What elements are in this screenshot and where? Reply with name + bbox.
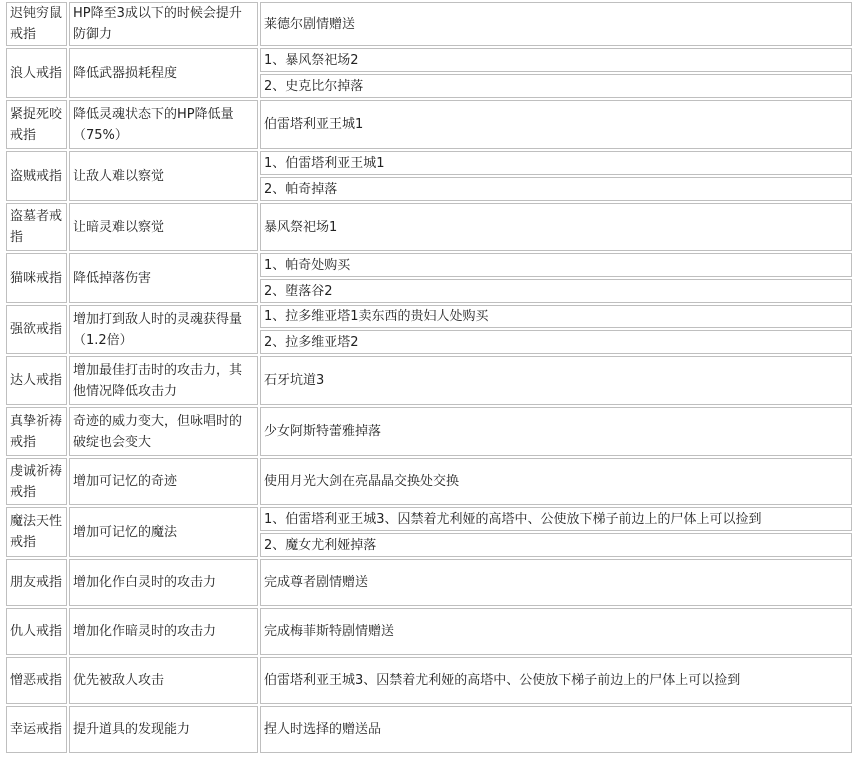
ring-source-cell: 1、帕奇处购买: [260, 253, 852, 277]
ring-source-cell: 石牙坑道3: [260, 356, 852, 405]
ring-effect-cell: 降低掉落伤害: [69, 253, 258, 303]
ring-effect-cell: 降低武器损耗程度: [69, 48, 258, 98]
ring-name-cell: 真挚祈祷戒指: [6, 407, 67, 456]
ring-name-cell: 虔诚祈祷戒指: [6, 458, 67, 505]
ring-effect-cell: 降低灵魂状态下的HP降低量（75%）: [69, 100, 258, 149]
ring-source-cell: 1、伯雷塔利亚王城3、囚禁着尤利娅的高塔中、公使放下梯子前边上的尸体上可以捡到: [260, 507, 852, 531]
ring-source-cell: 1、暴风祭祀场2: [260, 48, 852, 72]
ring-table: [4, 0, 854, 755]
ring-effect-cell: HP降至3成以下的时候会提升防御力: [69, 2, 258, 46]
ring-table-body: [6, 2, 852, 753]
table-row: [6, 48, 852, 72]
ring-source-cell: 2、堕落谷2: [260, 279, 852, 303]
ring-effect-cell: 让敌人难以察觉: [69, 151, 258, 201]
ring-effect-cell: 优先被敌人攻击: [69, 657, 258, 704]
ring-source-cell: 使用月光大剑在亮晶晶交换处交换: [260, 458, 852, 505]
table-row: [6, 608, 852, 655]
ring-name-cell: 魔法天性戒指: [6, 507, 67, 557]
ring-name-cell: 迟钝穷鼠戒指: [6, 2, 67, 46]
ring-effect-cell: 增加打到敌人时的灵魂获得量（1.2倍）: [69, 305, 258, 354]
ring-effect-cell: 增加化作暗灵时的攻击力: [69, 608, 258, 655]
ring-source-cell: 暴风祭祀场1: [260, 203, 852, 251]
ring-effect-cell: 让暗灵难以察觉: [69, 203, 258, 251]
table-row: [6, 458, 852, 505]
table-row: [6, 657, 852, 704]
table-row: [6, 100, 852, 149]
ring-effect-cell: 增加最佳打击时的攻击力，其他情况降低攻击力: [69, 356, 258, 405]
ring-source-cell: 2、魔女尤利娅掉落: [260, 533, 852, 557]
ring-source-cell: 伯雷塔利亚王城1: [260, 100, 852, 149]
ring-name-cell: 猫咪戒指: [6, 253, 67, 303]
ring-source-cell: 1、伯雷塔利亚王城1: [260, 151, 852, 175]
ring-source-cell: 完成尊者剧情赠送: [260, 559, 852, 606]
ring-name-cell: 强欲戒指: [6, 305, 67, 354]
ring-source-cell: 捏人时选择的赠送品: [260, 706, 852, 753]
ring-name-cell: 憎恶戒指: [6, 657, 67, 704]
ring-effect-cell: 增加可记忆的魔法: [69, 507, 258, 557]
table-row: [6, 706, 852, 753]
ring-source-cell: 2、史克比尔掉落: [260, 74, 852, 98]
ring-effect-cell: 提升道具的发现能力: [69, 706, 258, 753]
ring-source-cell: 伯雷塔利亚王城3、囚禁着尤利娅的高塔中、公使放下梯子前边上的尸体上可以捡到: [260, 657, 852, 704]
table-row: [6, 151, 852, 175]
ring-effect-cell: 增加可记忆的奇迹: [69, 458, 258, 505]
table-row: [6, 507, 852, 531]
ring-source-cell: 1、拉多维亚塔1卖东西的贵妇人处购买: [260, 305, 852, 328]
ring-name-cell: 仇人戒指: [6, 608, 67, 655]
ring-name-cell: 朋友戒指: [6, 559, 67, 606]
ring-source-cell: 莱德尔剧情赠送: [260, 2, 852, 46]
ring-effect-cell: 奇迹的威力变大，但咏唱时的破绽也会变大: [69, 407, 258, 456]
table-row: [6, 203, 852, 251]
ring-name-cell: 紧捉死咬戒指: [6, 100, 67, 149]
table-row: [6, 2, 852, 46]
table-row: [6, 559, 852, 606]
table-row: [6, 356, 852, 405]
ring-source-cell: 2、拉多维亚塔2: [260, 330, 852, 354]
table-row: [6, 407, 852, 456]
ring-name-cell: 盗墓者戒指: [6, 203, 67, 251]
table-row: [6, 305, 852, 328]
ring-name-cell: 达人戒指: [6, 356, 67, 405]
ring-name-cell: 盗贼戒指: [6, 151, 67, 201]
ring-source-cell: 完成梅菲斯特剧情赠送: [260, 608, 852, 655]
ring-source-cell: 少女阿斯特蕾雅掉落: [260, 407, 852, 456]
ring-source-cell: 2、帕奇掉落: [260, 177, 852, 201]
ring-name-cell: 浪人戒指: [6, 48, 67, 98]
ring-effect-cell: 增加化作白灵时的攻击力: [69, 559, 258, 606]
ring-name-cell: 幸运戒指: [6, 706, 67, 753]
table-row: [6, 253, 852, 277]
